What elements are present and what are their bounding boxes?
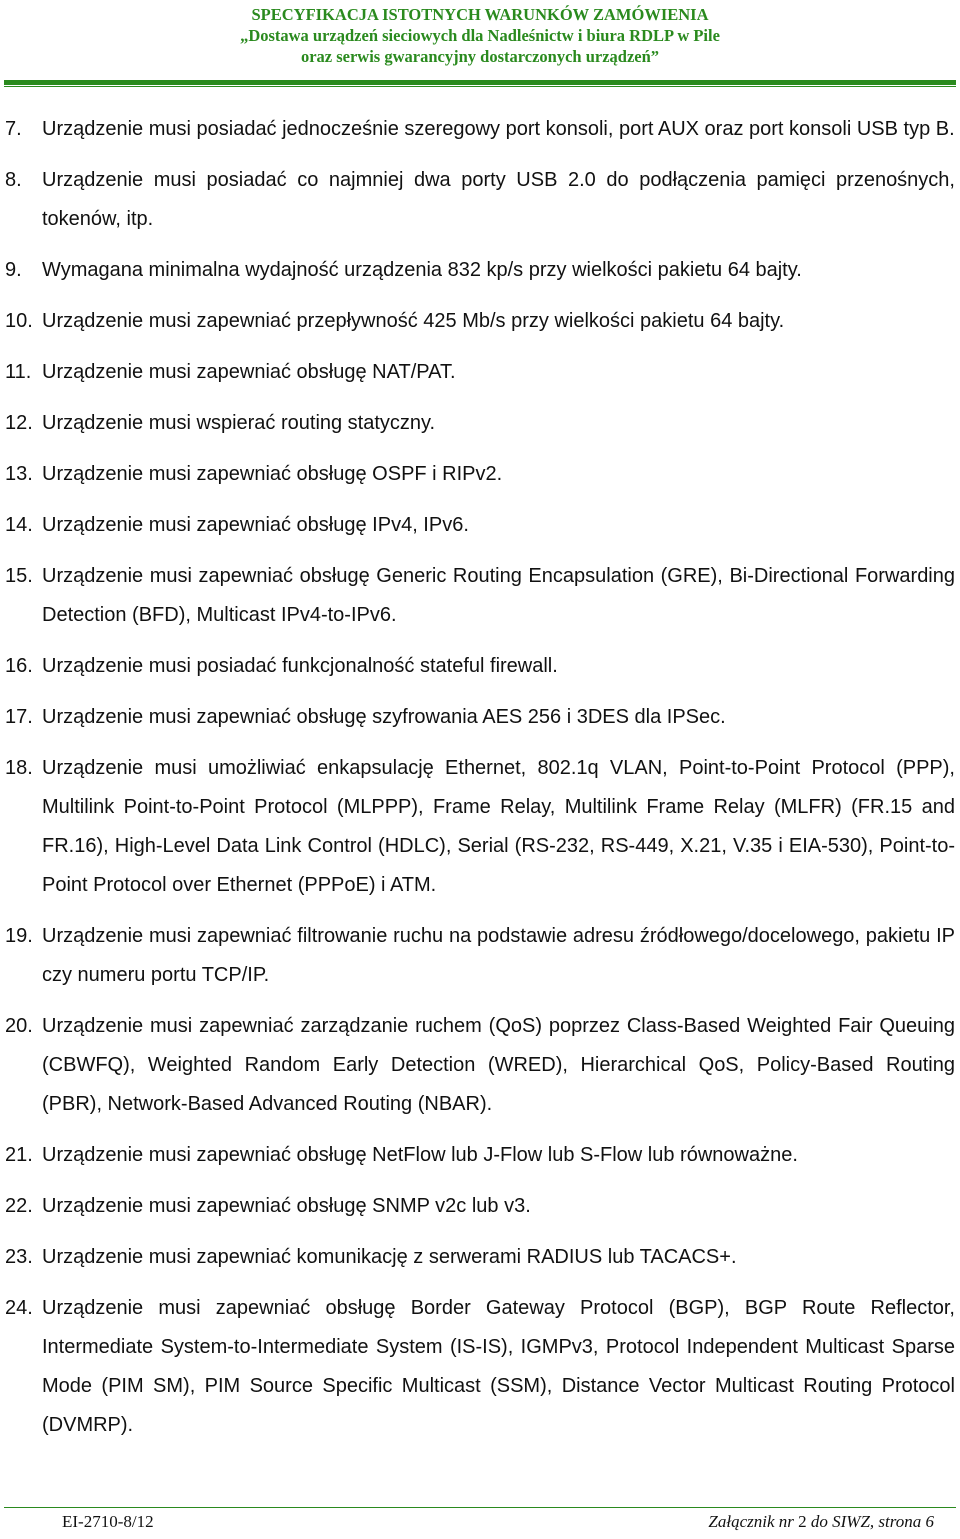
item-number: 15. bbox=[5, 565, 33, 587]
attachment-label: Załącznik nr bbox=[708, 1512, 794, 1531]
list-item bbox=[5, 110, 955, 149]
list-item bbox=[5, 1007, 955, 1124]
item-text: Urządzenie musi zapewniać obsługę IPv4, IPv6. bbox=[42, 514, 469, 536]
item-text: Urządzenie musi zapewniać obsługę szyfrowania AES 256 i 3DES dla IPSec. bbox=[42, 706, 726, 728]
item-text: Urządzenie musi zapewniać obsługę SNMP v2c lub v3. bbox=[42, 1195, 531, 1217]
item-text: Urządzenie musi zapewniać zarządzanie ruchem (QoS) poprzez Class-Based Weighted Fair Queuing (CBWFQ), Weighted Random Early Detection (WRED), Hierarchical QoS, Policy-Based Routing (PBR), Network-Based Advanced Routing (NBAR). bbox=[42, 1015, 955, 1115]
list-item bbox=[5, 1136, 955, 1175]
list-item bbox=[5, 455, 955, 494]
header-line-1: SPECYFIKACJA ISTOTNYCH WARUNKÓW ZAMÓWIENIA bbox=[251, 5, 709, 24]
list-item bbox=[5, 161, 955, 239]
document-reference: EI-2710-8/12 bbox=[62, 1512, 154, 1531]
item-text: Urządzenie musi zapewniać obsługę NetFlow lub J-Flow lub S-Flow lub równoważne. bbox=[42, 1144, 798, 1166]
list-item bbox=[5, 506, 955, 545]
attachment-number: 2 bbox=[798, 1512, 807, 1531]
document-header bbox=[0, 4, 960, 67]
item-text: Urządzenie musi wspierać routing statyczny. bbox=[42, 412, 436, 434]
item-text: Urządzenie musi zapewniać przepływność 425 Mb/s przy wielkości pakietu 64 bajty. bbox=[42, 310, 785, 332]
header-divider bbox=[4, 80, 956, 85]
item-text: Urządzenie musi zapewniać filtrowanie ruchu na podstawie adresu źródłowego/docelowego, pakietu IP czy numeru portu TCP/IP. bbox=[42, 925, 955, 986]
item-number: 10. bbox=[5, 310, 33, 332]
list-item bbox=[5, 404, 955, 443]
item-number: 18. bbox=[5, 757, 33, 779]
item-number: 7. bbox=[5, 118, 22, 140]
header-line-2: „Dostawa urządzeń sieciowych dla Nadleśnictw i biura RDLP w Pile bbox=[240, 26, 720, 45]
item-number: 16. bbox=[5, 655, 33, 677]
item-text: Urządzenie musi zapewniać obsługę Border Gateway Protocol (BGP), BGP Route Reflector, Intermediate System-to-Intermediate System (IS-IS), IGMPv3, Protocol Independent Multicast Sparse Mode (PIM SM), PIM Source Specific Multicast (SSM), Distance Vector Multicast Routing Protocol (DVMRP). bbox=[42, 1297, 955, 1436]
item-text: Urządzenie musi zapewniać obsługę OSPF i RIPv2. bbox=[42, 463, 503, 485]
item-number: 23. bbox=[5, 1246, 33, 1268]
list-item bbox=[5, 1187, 955, 1226]
item-number: 24. bbox=[5, 1297, 33, 1319]
page-number: strona 6 bbox=[878, 1512, 934, 1531]
siwz-label: do SIWZ, bbox=[810, 1512, 875, 1531]
item-number: 19. bbox=[5, 925, 33, 947]
item-text: Urządzenie musi zapewniać obsługę Generic Routing Encapsulation (GRE), Bi-Directional Forwarding Detection (BFD), Multicast IPv4-to-IPv6. bbox=[42, 565, 955, 626]
item-number: 20. bbox=[5, 1015, 33, 1037]
list-item bbox=[5, 302, 955, 341]
item-number: 14. bbox=[5, 514, 33, 536]
item-number: 12. bbox=[5, 412, 33, 434]
item-number: 8. bbox=[5, 169, 22, 191]
item-number: 22. bbox=[5, 1195, 33, 1217]
header-line-3: oraz serwis gwarancyjny dostarczonych urządzeń” bbox=[300, 47, 660, 66]
requirements-list bbox=[5, 110, 955, 1445]
list-item bbox=[5, 917, 955, 995]
item-number: 21. bbox=[5, 1144, 33, 1166]
list-item bbox=[5, 353, 955, 392]
list-item bbox=[5, 251, 955, 290]
item-text: Urządzenie musi zapewniać obsługę NAT/PAT. bbox=[42, 361, 456, 383]
item-number: 13. bbox=[5, 463, 33, 485]
item-number: 11. bbox=[5, 361, 32, 383]
footer-divider bbox=[4, 1507, 956, 1508]
page-info bbox=[708, 1512, 934, 1532]
item-text: Urządzenie musi zapewniać komunikację z serwerami RADIUS lub TACACS+. bbox=[42, 1246, 737, 1268]
item-text: Urządzenie musi posiadać jednocześnie szeregowy port konsoli, port AUX oraz port konsoli USB typ B. bbox=[42, 118, 955, 140]
list-item bbox=[5, 1289, 955, 1445]
list-item bbox=[5, 647, 955, 686]
item-number: 17. bbox=[5, 706, 33, 728]
item-text: Wymagana minimalna wydajność urządzenia 832 kp/s przy wielkości pakietu 64 bajty. bbox=[42, 259, 802, 281]
list-item bbox=[5, 1238, 955, 1277]
list-item bbox=[5, 698, 955, 737]
item-text: Urządzenie musi posiadać funkcjonalność stateful firewall. bbox=[42, 655, 558, 677]
item-number: 9. bbox=[5, 259, 22, 281]
item-text: Urządzenie musi posiadać co najmniej dwa porty USB 2.0 do podłączenia pamięci przenośnych, tokenów, itp. bbox=[42, 169, 955, 230]
list-item bbox=[5, 749, 955, 905]
item-text: Urządzenie musi umożliwiać enkapsulację Ethernet, 802.1q VLAN, Point-to-Point Protocol (PPP), Multilink Point-to-Point Protocol (MLPPP), Frame Relay, Multilink Frame Relay (MLFR) (FR.15 and FR.16), High-Level Data Link Control (HDLC), Serial (RS-232, RS-449, X.21, V.35 i EIA-530), Point-to-Point Protocol over Ethernet (PPPoE) i ATM. bbox=[42, 757, 955, 896]
list-item bbox=[5, 557, 955, 635]
